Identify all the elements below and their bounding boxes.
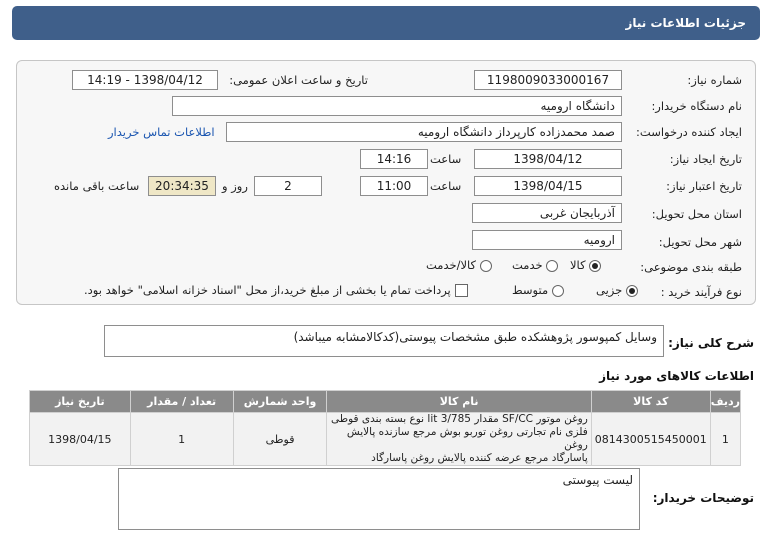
buyer-org-label: نام دستگاه خریدار: [651, 99, 742, 113]
name-line: فلزی نام تجارتی روغن توربو بوش مرجع سازنده پالایش روغن [346, 426, 588, 451]
radio-selected-icon[interactable] [589, 260, 601, 272]
page-title: جزئیات اطلاعات نیاز [12, 6, 760, 40]
col-name: نام کالا [327, 391, 591, 413]
requester-label: ایجاد کننده درخواست: [636, 125, 742, 139]
goods-table [29, 390, 741, 466]
col-code: کد کالا [591, 391, 710, 413]
process-option-medium[interactable]: متوسط [512, 283, 564, 297]
created-time-label: ساعت [430, 152, 462, 166]
radio-icon[interactable] [552, 285, 564, 297]
name-line: پاسارگاد مرجع عرضه کننده پالایش روغن پاسارگاد [371, 452, 588, 464]
remaining-time-label: ساعت باقی مانده [54, 179, 140, 193]
col-row: ردیف [710, 391, 740, 413]
treasury-payment-option[interactable]: پرداخت تمام یا بخشی از مبلغ خرید،از محل "اسناد خزانه اسلامی" خواهد بود. [84, 283, 468, 297]
province-field: آذربایجان غربی [472, 203, 622, 223]
validity-date-field: 1398/04/15 [474, 176, 622, 196]
radio-icon[interactable] [546, 260, 558, 272]
col-date: تاریخ نیاز [30, 391, 131, 413]
process-option-minor[interactable]: جزیی [596, 283, 638, 297]
days-label: روز و [222, 179, 248, 193]
created-date-label: تاریخ ایجاد نیاز: [669, 152, 742, 166]
radio-icon[interactable] [480, 260, 492, 272]
name-line: روغن موتور SF/CC مقدار 3/785 lit نوع بسته بندی قوطی [330, 413, 588, 425]
buyer-contact-link[interactable]: اطلاعات تماس خریدار [108, 125, 215, 139]
cell-date: 1398/04/15 [30, 413, 131, 466]
cell-row: 1 [710, 413, 740, 466]
created-date-field: 1398/04/12 [474, 149, 622, 169]
checkbox-icon[interactable] [455, 284, 468, 297]
category-option-goods[interactable]: کالا [570, 258, 601, 272]
cell-unit: قوطی [233, 413, 327, 466]
buyer-desc-box: لیست پیوستی [118, 468, 640, 530]
announce-datetime-field: 1398/04/12 - 14:19 [72, 70, 218, 90]
summary-label: شرح کلی نیاز: [668, 336, 754, 350]
process-label: نوع فرآیند خرید : [660, 285, 742, 299]
cell-qty: 1 [130, 413, 233, 466]
buyer-org-field: دانشگاه ارومیه [172, 96, 622, 116]
radio-selected-icon[interactable] [626, 285, 638, 297]
cell-code: 0814300515450001 [591, 413, 710, 466]
province-label: استان محل تحویل: [651, 207, 742, 221]
goods-table-header [30, 391, 741, 413]
buyer-desc-label: توضیحات خریدار: [652, 491, 754, 505]
table-row [30, 413, 741, 466]
need-number-label: شماره نیاز: [687, 73, 742, 87]
category-label: طبقه بندی موضوعی: [640, 260, 742, 274]
remaining-time-field: 20:34:35 [148, 176, 216, 196]
city-field: ارومیه [472, 230, 622, 250]
created-time-field: 14:16 [360, 149, 428, 169]
col-unit: واحد شمارش [233, 391, 327, 413]
need-number-field: 1198009033000167 [474, 70, 622, 90]
city-label: شهر محل تحویل: [658, 235, 742, 249]
validity-time-label: ساعت [430, 179, 462, 193]
announce-label: تاریخ و ساعت اعلان عمومی: [229, 73, 368, 87]
summary-box: وسایل کمپوسور پژوهشکده طبق مشخصات پیوستی(کدکالامشابه میباشد) [104, 325, 664, 357]
validity-date-label: تاریخ اعتبار نیاز: [666, 179, 742, 193]
validity-time-field: 11:00 [360, 176, 428, 196]
remaining-days-field: 2 [254, 176, 322, 196]
requester-field: صمد محمدزاده کارپرداز دانشگاه ارومیه [226, 122, 622, 142]
col-qty: تعداد / مقدار [130, 391, 233, 413]
category-option-service[interactable]: خدمت [512, 258, 558, 272]
goods-section-title: اطلاعات کالاهای مورد نیاز [599, 369, 754, 383]
category-option-goods-service[interactable]: کالا/خدمت [426, 258, 492, 272]
cell-name [327, 413, 591, 466]
